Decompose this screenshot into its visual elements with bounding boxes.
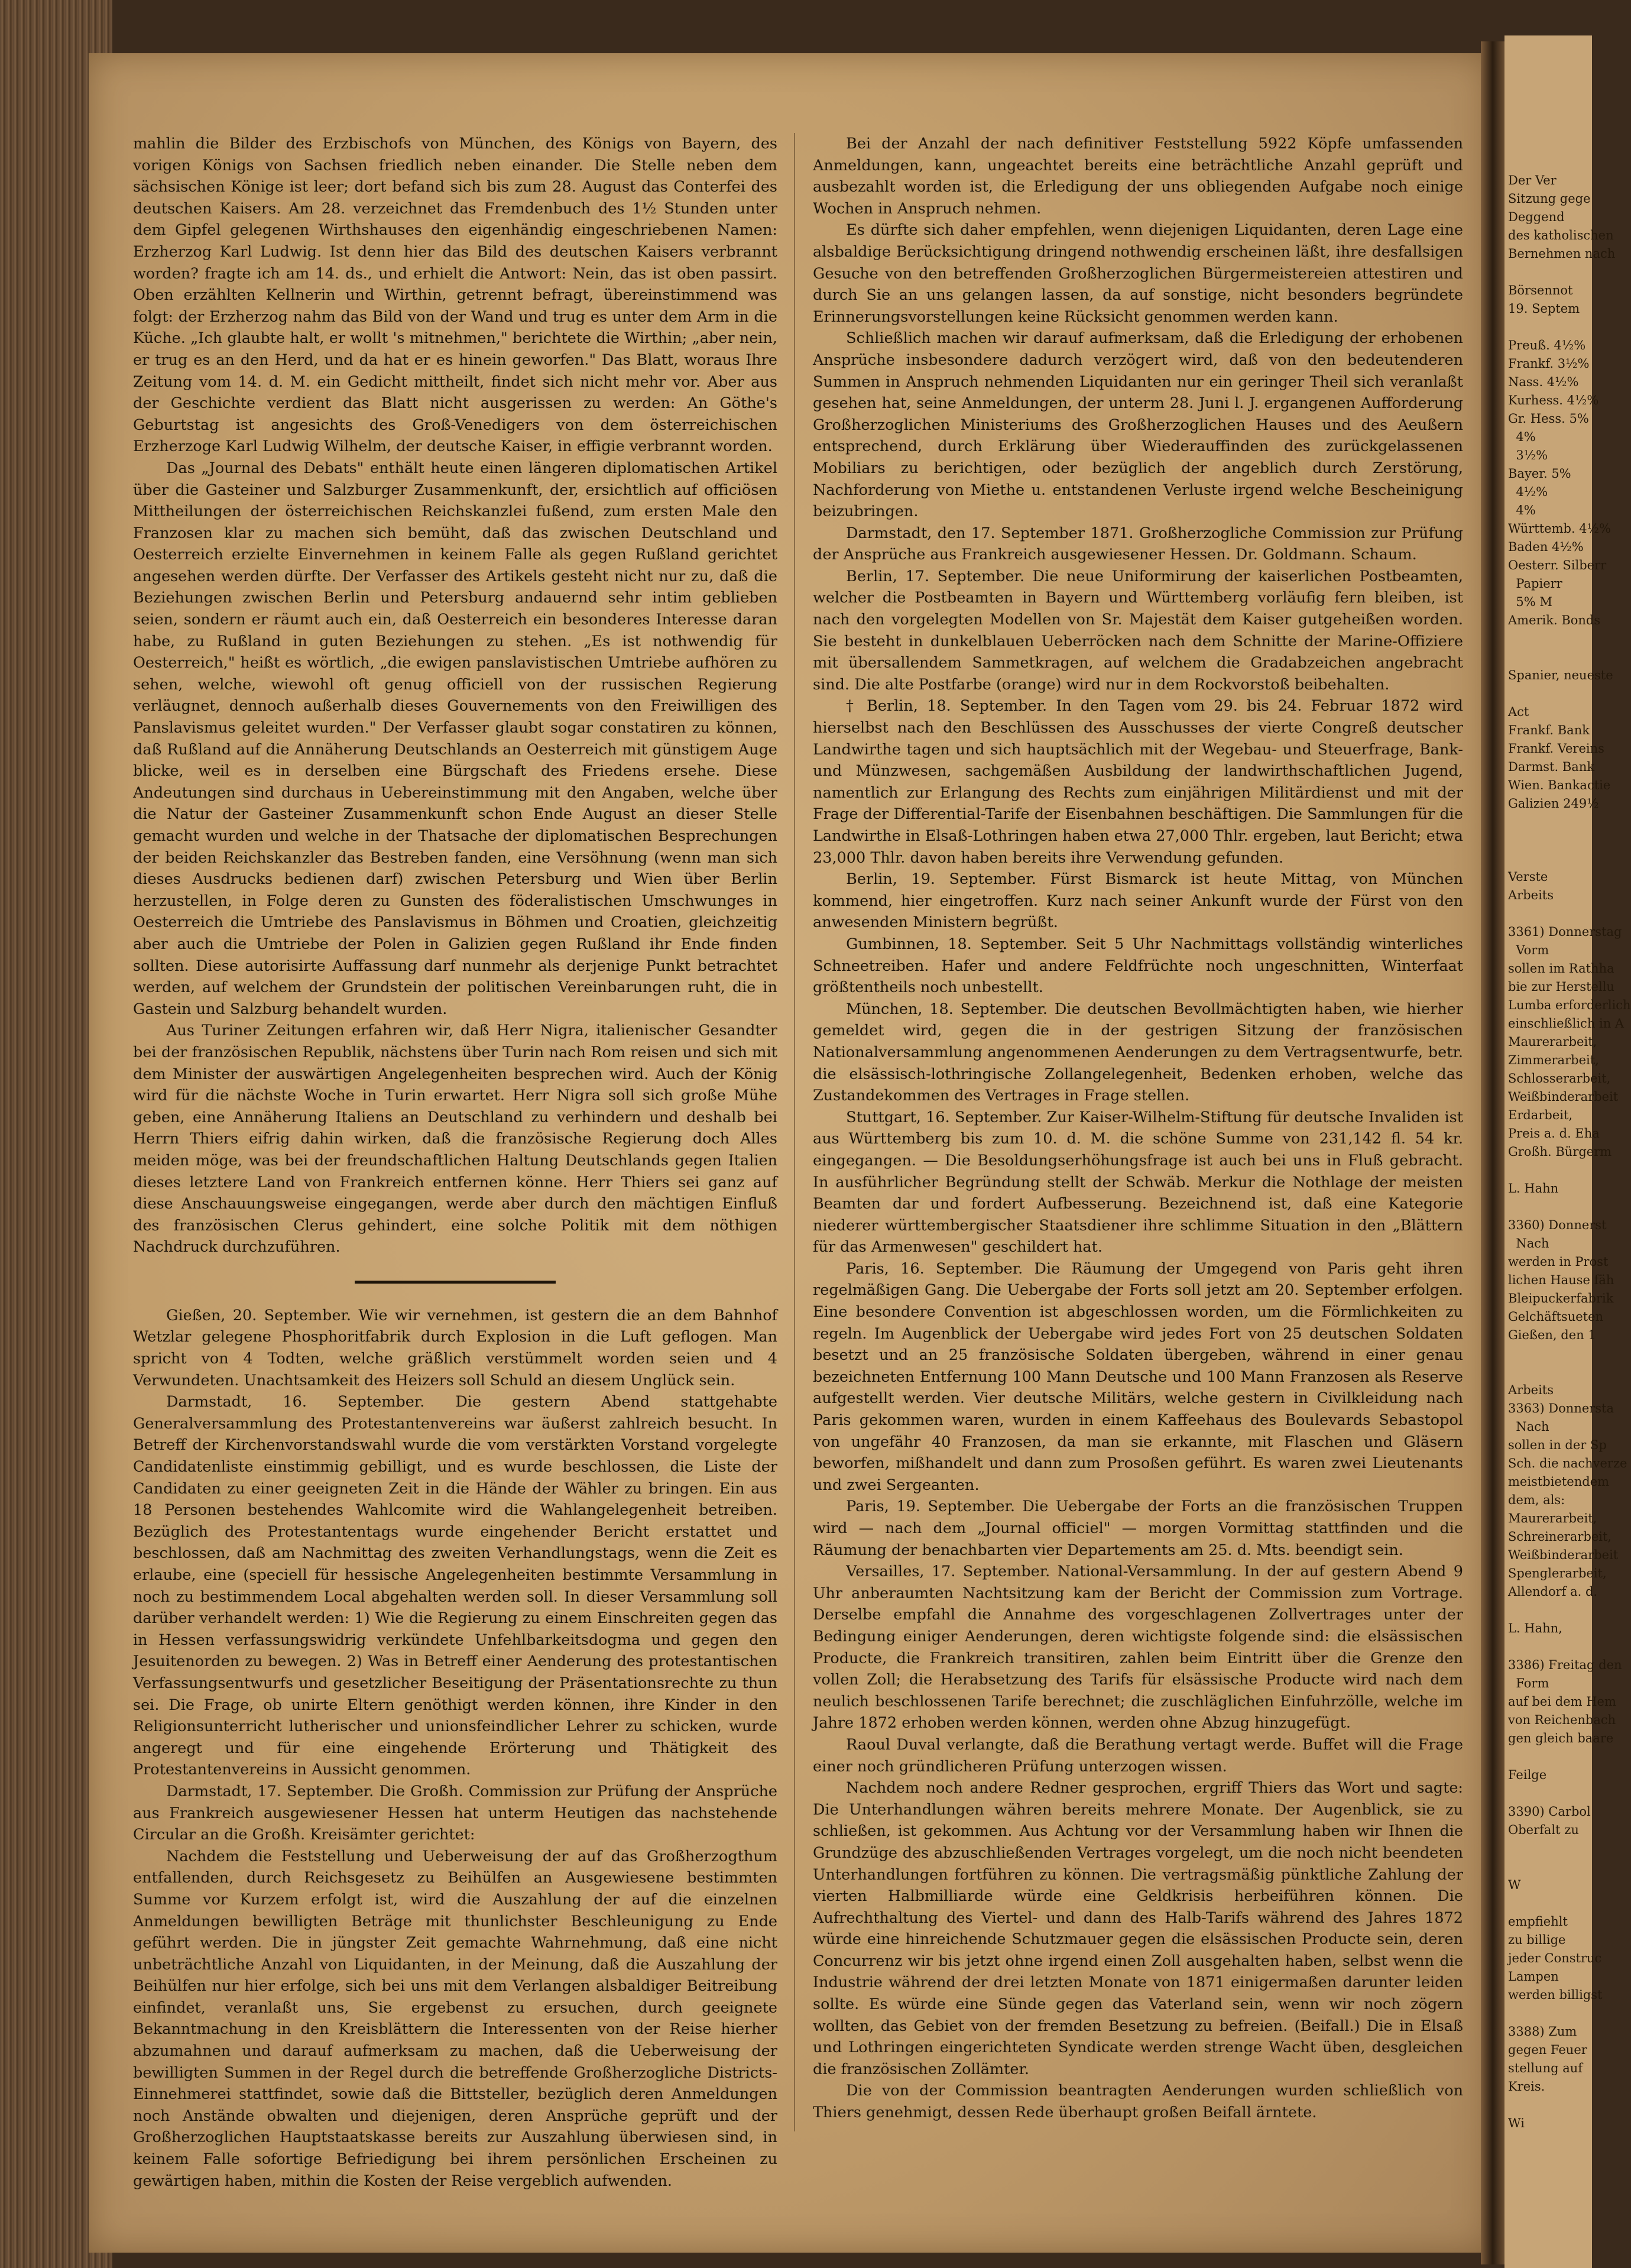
article-paragraph: Schließlich machen wir darauf aufmerksam, daß die Erledigung der erhobenen Ansprüche insbesondere dadurch verzögert wird, daß von den bedeutenderen Summen in Anspruch nehmenden Liquidanten nur ein geringer Theil sich veranlaßt gesehen hat, seine Anmeldungen, der unterm 28. Juni l. J. ergangenen Aufforderung Großherzoglichen Ministeriums des Großherzoglichen Hauses und des Aeußern entsprechend, durch Erklärung über Wiederauffinden des zurückgelassenen Mobiliars zu berichtigen, oder bezüglich der angeblich durch Zerstörung, Nachforderung von Miethe u. entstandenen Verluste irgend welche Bescheinigung beizubringen. (813, 329, 1463, 521)
facing-page-line: des katholischen (1508, 228, 1614, 242)
column-divider (794, 133, 795, 2131)
facing-page-line: Maurerarbeit, (1508, 1511, 1597, 1525)
facing-page-line: Kreis. (1508, 2079, 1549, 2094)
facing-page-line: L. Hahn (1508, 1181, 1559, 1195)
facing-page-line: Verste (1508, 870, 1548, 884)
facing-page-line: Weißbinderarbeit (1508, 1548, 1619, 1562)
article-paragraph: Paris, 16. September. Die Räumung der Umgegend von Paris geht ihren regelmäßigen Gang. Die Uebergabe der Forts soll jetzt am 20. September erfolgen. Eine besondere Convention ist abgeschlossen worden, um die Förmlichkeiten zu regeln. Im Augenblick der Uebergabe wird jedes Fort von 25 deutschen Soldaten besetzt und an 25 französische Soldaten übergeben, während in einer genau bezeichneten Entfernung 100 Mann Deutsche und 100 Mann Franzosen als Reserve aufgestellt werden. Vier deutsche Militärs, welche gestern in Civilkleidung nach Paris gekommen waren, wurden in einem Kaffeehaus des Boulevards Sebastopol von ungefähr 40 Franzosen, da man sie erkannte, mit Flaschen und Gläsern beworfen, mißhandelt und dann zum Prosoßen geführt. Es waren zwei Lieutenants und zwei Sergeanten. (813, 1259, 1463, 1494)
facing-page-line (1508, 263, 1591, 281)
facing-page-line: Arbeits (1508, 888, 1554, 902)
facing-page-line: Sch. die nachverze (1508, 1456, 1627, 1470)
facing-page-line (1508, 1839, 1591, 1858)
facing-page-line: Nach (1508, 1236, 1549, 1250)
article-paragraph: † Berlin, 18. September. In den Tagen vom 29. bis 24. Februar 1872 wird hierselbst nach den Beschlüssen des Ausschusses der vierte Congreß deutscher Landwirthe tagen und sich hauptsächlich mit der Wegebau- und Steuerfrage, Bank- und Münzwesen, sachgemäßen Ausbildung der landwirthschaftlichen Jugend, namentlich zur Erlangung des Rechts zum einjährigen Militärdienst und mit der Frage der Differential-Tarife der Eisenbahnen beschäftigen. Die Sammlungen für die Landwirthe in Elsaß-Lothringen haben etwa 27,000 Thlr. ergeben, laut Bericht; etwa 23,000 Thlr. davon haben bereits ihre Verwendung gefunden. (813, 697, 1463, 867)
article-paragraph: Bei der Anzahl der nach definitiver Feststellung 5922 Köpfe umfassenden Anmeldungen, kann, ungeachtet bereits eine beträchtliche Anzahl geprüft und ausbezahlt worden ist, die Erledigung der uns obliegenden Aufgabe noch einige Wochen in Anspruch nehmen. (813, 135, 1463, 218)
article-paragraph: Darmstadt, 16. September. Die gestern Abend stattgehabte Generalversammlung des Protestantenvereins war äußerst zahlreich besucht. In Betreff der Kirchenvorstandswahl wurde die vom verstärkten Vorstand vorgelegte Candidatenliste einstimmig gebilligt, und es wurde beschlossen, die Liste der Candidaten zu einer geeigneten Zeit in die Hände der Wähler zu bringen. Ein aus 18 Personen bestehendes Wahlcomite wird die Wahlangelegenheit betreiben. Bezüglich des Protestantentags wurde eingehender Bericht erstattet und beschlossen, daß am Nachmittag des zweiten Verhandlungstags, wenn die Zeit es erlaube, eine (speciell für hessische Angelegenheiten bestimmte Versammlung in noch zu bestimmendem Local abgehalten werden soll. In dieser Versammlung soll darüber verhandelt werden: 1) Wie die Regierung zu einem Einschreiten gegen das in Hessen verfassungswidrig verkündete Unfehlbarkeitsdogma und gegen den Jesuitenorden zu bewegen. 2) Was in Betreff einer Aenderung des protestantischen Verfassungsentwurfs und gesetzlicher Beseitigung der Präsentationsrechte zu thun sei. Die Frage, ob unirte Eltern genöthigt werden können, ihre Kinder in den Religionsunterricht lutherischer und unionsfeindlicher Lehrer zu schicken, wurde angeregt und für eine eingehende Erörterung und Thätigkeit des Protestantenvereins in Aussicht genommen. (133, 1393, 777, 1779)
article-paragraph: München, 18. September. Die deutschen Bevollmächtigten haben, wie hierher gemeldet wird, gegen die in der gestrigen Sitzung der französischen Nationalversammlung angenommenen Aenderungen zu dem Vertragsentwurfe, betr. die elsässisch-lothringische Zollangelegenheit, Bedenken erhoben, welche das Zustandekommen des Vertrages in Frage stellen. (813, 1000, 1463, 1105)
facing-page-line: L. Hahn, (1508, 1621, 1567, 1635)
facing-page-line (1508, 905, 1591, 923)
facing-page-line: von Reichenbach (1508, 1713, 1616, 1727)
facing-page-line (1508, 2004, 1591, 2023)
facing-page-line (1508, 318, 1591, 336)
facing-page-line (1508, 831, 1591, 850)
facing-page-line: Gießen, den 1 (1508, 1328, 1596, 1342)
facing-page-line: Act (1508, 705, 1529, 719)
article-paragraph: Raoul Duval verlangte, daß die Berathung vertagt werde. Buffet will die Frage einer noch gründlicheren Prüfung unterzogen wissen. (813, 1735, 1463, 1775)
facing-page-line: Großh. Bürgerm (1508, 1145, 1612, 1159)
facing-page-line: meistbietendem (1508, 1475, 1613, 1489)
facing-page-line: empfiehlt (1508, 1914, 1572, 1929)
facing-page-line: einschließlich in A (1508, 1016, 1624, 1031)
facing-page-line: 4% (1508, 430, 1540, 444)
facing-page-line: Oberfalt zu (1508, 1823, 1579, 1837)
facing-page-line: Gelchäftsueten (1508, 1310, 1604, 1324)
facing-page-line: Preis a. d. Eha (1508, 1126, 1600, 1141)
article-paragraph: mahlin die Bilder des Erzbischofs von München, des Königs von Bayern, des vorigen Königs von Sachsen friedlich neben einander. Die Stelle neben dem sächsischen Könige ist leer; dort befand sich bis zum 28. August das Conterfei des deutschen Kaisers. Am 28. verzeichnet das Fremdenbuch des 1½ Stunden unter dem Gipfel gelegenen Wirthshauses den eigenhändig eingeschriebenen Namen: Erzherzog Karl Ludwig. Ist denn hier das Bild des deutschen Kaisers verbrannt worden? fragte ich am 14. ds., und erhielt die Antwort: Nein, das ist oben passirt. Oben erzählten Kellnerin und Wirthin, getrennt befragt, übereinstimmend was folgt: der Erzherzog nahm das Bild von der Wand und trug es unter dem Arm in die Küche. „Ich glaubte halt, er wollt 's mitnehmen," berichtete die Wirthin; „aber nein, er trug es an den Herd, und da hat er es hinein geworfen." Das Blatt, woraus Ihre Zeitung vom 14. d. M. ein Gedicht mittheilt, findet sich nicht mehr vor. Aber aus der Geschichte verdient das Blatt nicht ausgerissen zu werden: An Göthe's Geburtstag ist angesichts des Groß-Venedigers von dem österreichischen Erzherzoge Karl Ludwig Wilhelm, der deutsche Kaiser, in effigie verbrannt worden. (133, 135, 777, 456)
facing-page-line: 3390) Carbol (1508, 1804, 1591, 1819)
facing-page-line: Vorm (1508, 943, 1549, 957)
facing-page-line: sollen in der Sp (1508, 1438, 1607, 1452)
facing-page-line: Amerik. Bonds (1508, 613, 1601, 627)
facing-page-line: Arbeits (1508, 1383, 1554, 1397)
right-column (813, 133, 1463, 2124)
article-paragraph: Darmstadt, 17. September. Die Großh. Commission zur Prüfung der Ansprüche aus Frankreich ausgewiesener Hessen hat unterm Heutigen das nachstehende Circular an die Großh. Kreisämter gerichtet: (133, 1782, 777, 1844)
facing-page-line: Allendorf a. d. (1508, 1585, 1598, 1599)
facing-page-line: Frankf. Vereins (1508, 741, 1604, 756)
article-paragraph: Darmstadt, den 17. September 1871. Großherzogliche Commission zur Prüfung der Ansprüche aus Frankreich ausgewiesener Hessen. Dr. Goldmann. Schaum. (813, 524, 1463, 564)
facing-page-line (1508, 1858, 1591, 1876)
facing-page-line: 3360) Donnerst (1508, 1218, 1607, 1232)
facing-page-line: jeder Construc (1508, 1951, 1602, 1965)
article-paragraph: Aus Turiner Zeitungen erfahren wir, daß Herr Nigra, italienischer Gesandter bei der französischen Republik, nächstens über Turin nach Rom reisen und sich mit dem Minister der auswärtigen Angelegenheiten besprechen wird. Auch der König wird für die nächste Woche in Turin erwartet. Herr Nigra soll sich große Mühe geben, eine Annäherung Italiens an Deutschland zu verhindern und deshalb bei Herrn Thiers eifrig dahin wirken, daß die französische Regierung doch Alles meiden möge, was bei der freundschaftlichen Haltung Deutschlands gegen Italien dieses letztere Land von Frankreich entfernen könne. Herr Thiers sei ganz auf diese Anschauungsweise eingegangen, werde aber durch den mächtigen Einfluß des französischen Clerus gehindert, eine solche Politik mit dem nöthigen Nachdruck durchzuführen. (133, 1022, 777, 1256)
facing-page-line: Börsennot (1508, 283, 1573, 297)
facing-page-line: werden in Prost (1508, 1255, 1609, 1269)
facing-page-line: werden billigst (1508, 1988, 1607, 2002)
facing-page-line: Lampen (1508, 1969, 1563, 1984)
facing-page-line: Frankf. Bank (1508, 723, 1594, 737)
facing-page-text (1508, 171, 1631, 2133)
facing-page-line: 3363) Donnersta (1508, 1401, 1614, 1415)
facing-page-line: Weißbinderarbeit (1508, 1090, 1619, 1104)
article-paragraph: Versailles, 17. September. National-Versammlung. In der auf gestern Abend 9 Uhr anberaumten Nachtsitzung kam der Bericht der Commission zum Vortrage. Derselbe empfahl die Annahme des vorgeschlagenen Zollvertrages unter der Bedingung einiger Aenderungen, deren wichtigste folgende sind: die elsässischen Producte, die Frankreich transitiren, zahlen beim Eintritt über die Grenze den vollen Zoll; die Herabsetzung des Tarifs für elsässische Producte wird nach dem neulich beschlossenen Tarife berechnet; die zuschläglichen Einfuhrzölle, welche im Jahre 1872 erhoben werden können, werden ohne Abzug hinzugefügt. (813, 1563, 1463, 1732)
facing-page-line (1508, 1784, 1591, 1803)
facing-page-line: 3386) Freitag den (1508, 1658, 1622, 1672)
facing-page-line: Nach (1508, 1420, 1549, 1434)
facing-page-fragment (1504, 35, 1631, 2268)
facing-page-line: W (1508, 1878, 1521, 1892)
facing-page-line: Der Ver (1508, 173, 1557, 187)
facing-page-line (1508, 850, 1591, 868)
facing-page-line: Feilge (1508, 1768, 1547, 1782)
facing-page-line (1508, 1363, 1591, 1381)
page-gutter (1481, 41, 1504, 2264)
facing-page-line (1508, 1638, 1591, 1656)
facing-page-line: Bernehmen nach (1508, 247, 1616, 261)
article-paragraph: Stuttgart, 16. September. Zur Kaiser-Wilhelm-Stiftung für deutsche Invaliden ist aus Württemberg bis zum 10. d. M. die schöne Summe von 231,142 fl. 54 kr. eingegangen. — Die Besoldungserhöhungsfrage ist auch bei uns in Fluß gebracht. In ausführlicher Begründung stellt der Schwäb. Merkur die Nothlage der meisten Beamten dar und fordert Aufbesserung. Bezeichnend ist, daß eine Kategorie niederer württembergischer Staatsdiener ihre schlimme Situation in den „Blättern für das Armenwesen" geschildert hat. (813, 1108, 1463, 1256)
article-paragraph: Berlin, 19. September. Fürst Bismarck ist heute Mittag, von München kommend, hier eingetroffen. Kurz nach seiner Ankunft wurde der Fürst von den anwesenden Ministern begrüßt. (813, 870, 1463, 932)
facing-page-line: Sitzung gege (1508, 192, 1591, 206)
facing-page-line: 3½% (1508, 448, 1552, 462)
facing-page-line: Galizien 249½ (1508, 796, 1599, 811)
facing-page-line (1508, 1198, 1591, 1216)
facing-page-line: Bleipuckerfabrik (1508, 1291, 1614, 1305)
facing-page-line: gen gleich baare (1508, 1731, 1614, 1745)
facing-page-line: Spanier, neueste (1508, 668, 1613, 682)
facing-page-line: Schlosserarbeit, (1508, 1071, 1611, 1086)
facing-page-line: Württemb. 4½% (1508, 521, 1615, 536)
facing-page-line: Spenglerarbeit, (1508, 1566, 1607, 1580)
facing-page-line (1508, 685, 1591, 703)
facing-page-line: dem, als: (1508, 1493, 1565, 1507)
facing-page-line: 4½% (1508, 485, 1552, 499)
facing-page-line (1508, 630, 1591, 648)
facing-page-line: Baden 4½% (1508, 540, 1588, 554)
facing-page-line (1508, 1748, 1591, 1766)
facing-page-line: auf bei dem Hem (1508, 1694, 1616, 1709)
facing-page-line: Deggend (1508, 210, 1565, 224)
facing-page-line (1508, 648, 1591, 666)
facing-page-line: Form (1508, 1676, 1549, 1690)
facing-page-line (1508, 1344, 1591, 1363)
facing-page-line: Papierr (1508, 576, 1562, 591)
facing-page-line: Wien. Bankactie (1508, 778, 1611, 792)
facing-page-line: zu billige (1508, 1933, 1566, 1947)
facing-page-line (1508, 1161, 1591, 1180)
facing-page-line: Kurhess. 4½% (1508, 393, 1603, 407)
facing-page-line: 3388) Zum (1508, 2024, 1581, 2039)
article-paragraph: Die von der Commission beantragten Aenderungen wurden schließlich von Thiers genehmigt, dessen Rede überhaupt großen Beifall ärntete. (813, 2082, 1463, 2122)
facing-page-line: Lumba erforderlich (1508, 998, 1631, 1012)
facing-page-line: Zimmerarbeit, (1508, 1053, 1599, 1067)
facing-page-line (1508, 1894, 1591, 1913)
facing-page-line (1508, 1601, 1591, 1619)
facing-page-line: 19. Septem (1508, 302, 1580, 316)
section-divider (355, 1281, 556, 1284)
facing-page-line: Oesterr. Silberr (1508, 558, 1607, 572)
article-paragraph: Nachdem noch andere Redner gesprochen, ergriff Thiers das Wort und sagte: Die Unterhandlungen währen bereits mehrere Monate. Der Augenblick, sie zu schließen, ist gekommen. Aus Achtung vor der Versammlung haben wir Ihnen die Grundzüge des abzuschließenden Vertrages vorgelegt, um die noch nicht beendeten Unterhandlungen fortführen zu können. Die vertragsmäßig pünktliche Zahlung der vierten Halbmilliarde würde eine Geldkrisis herbeiführen können. Die Aufrechthaltung des Viertel- und dann des Halb-Tarifs während des Jahres 1872 würde eine hinreichende Schutzmauer gegen die elsässischen Producte sein, deren Concurrenz wir bis jetzt ohne irgend einen Zoll ausgehalten haben, selbst wenn die Industrie während der drei letzten Monate von 1871 einigermaßen darunter leiden sollte. Es würde eine Sünde gegen das Vaterland sein, wenn wir noch zögern wollten, das Gebiet von der fremden Besetzung zu befreien. (Beifall.) Die in Elsaß und Lothringen eingerichteten Syndicate werden strenge Wacht üben, desgleichen die französischen Zollämter. (813, 1779, 1463, 2078)
article-paragraph: Nachdem die Feststellung und Ueberweisung der auf das Großherzogthum entfallenden, durch Reichsgesetz zu Beihülfen an Ausgewiesene bestimmten Summe vor Kurzem erfolgt ist, wird die Auszahlung der auf die einzelnen Anmeldungen bewilligten Beträge mit thunlichster Beschleunigung zu Ende geführt werden. Die in jüngster Zeit gemachte Wahrnehmung, daß eine nicht unbeträchtliche Anzahl von Liquidanten, in der Meinung, daß die Auszahlung der Beihülfen nur hier erfolge, sich bei uns mit dem Verlangen alsbaldiger Beitreibung einfindet, veranlaßt uns, Sie ergebenst zu ersuchen, durch geeignete Bekanntmachung in den Kreisblättern die Interessenten von der Reise hierher abzumahnen und darauf aufmerksam zu machen, daß die Ueberweisung der bewilligten Summen in der Regel durch die betreffende Großherzogliche Districts-Einnehmerei stattfindet, sowie daß die Bittsteller, bezüglich deren Anmeldungen noch Anstände obwalten und diejenigen, deren Ansprüche geprüft und der Großherzoglichen Hauptstaatskasse bereits zur Auszahlung überwiesen sind, in keinem Falle sofortige Befriedigung bei ihrem persönlichen Erscheinen zu gewärtigen haben, mithin die Kosten der Reise vergeblich aufwenden. (133, 1847, 777, 2190)
facing-page-line: stellung auf (1508, 2061, 1583, 2075)
facing-page-line: Wi (1508, 2116, 1525, 2130)
facing-page-line: Darmst. Bank (1508, 760, 1595, 774)
left-column (133, 133, 777, 2192)
article-paragraph: Paris, 19. September. Die Uebergabe der Forts an die französischen Truppen wird — nach dem „Journal officiel" — morgen Vormittag stattfinden und die Räumung der benachbarten vier Departements am 25. d. Mts. beendigt sein. (813, 1498, 1463, 1559)
facing-page-line: Frankf. 3½% (1508, 357, 1594, 371)
article-paragraph: Das „Journal des Debats" enthält heute einen längeren diplomatischen Artikel über die Gasteiner und Salzburger Zusammenkunft, der, ersichtlich auf officiösen Mittheilungen der österreichischen Reichskanzlei fußend, zum ersten Male den Franzosen klar zu machen sich bemüht, daß das zwischen Deutschland und Oesterreich erzielte Einvernehmen in keinem Falle als gegen Rußland gerichtet angesehen werden dürfte. Der Verfasser des Artikels gesteht nicht nur zu, daß die Beziehungen zwischen Berlin und Petersburg andauernd sehr intim geblieben seien, sondern er räumt auch ein, daß Oesterreich ein besonderes Interesse daran habe, zu Rußland in guten Beziehungen zu stehen. „Es ist nothwendig für Oesterreich," heißt es wörtlich, „die ewigen panslavistischen Umtriebe aufhören zu sehen, welche, wiewohl oft genug officiell von der russischen Regierung verläugnet, dennoch außerhalb dieses Gouvernements von den Freiwilligen des Panslavismus geleitet wurden." Der Verfasser glaubt sogar constatiren zu können, daß Rußland auf die Annäherung Deutschlands an Oesterreich mit günstigem Auge blicke, weil es in derselben eine Bürgschaft des Friedens ersehe. Diese Andeutungen sind durchaus in Uebereinstimmung mit den Angaben, welche über die Natur der Gasteiner Zusammenkunft schon Ende August an dieser Stelle gemacht wurden und welche in der Thatsache der diplomatischen Besprechungen der beiden Reichskanzler das Bestreben fanden, eine Versöhnung (wenn man sich dieses Ausdrucks bedienen darf) zwischen Petersburg und Wien über Berlin herzustellen, in Folge deren zu Gunsten des föderalistischen Umschwunges in Oesterreich die Umtriebe des Panslavismus in Böhmen und Croatien, gleichzeitig aber auch die Umtriebe der Polen in Galizien gegen Rußland ihr Ende finden sollten. Diese autorisirte Auffassung darf nunmehr als derjenige Punkt betrachtet werden, auf welchem der Grundstein der politischen Vereinbarungen ruht, die in Gastein und Salzburg behandelt wurden. (133, 459, 777, 1018)
article-paragraph: Es dürfte sich daher empfehlen, wenn diejenigen Liquidanten, deren Lage eine alsbaldige Berücksichtigung dringend nothwendig erscheinen läßt, ihre desfallsigen Gesuche von den betreffenden Großherzoglichen Bürgermeistereien attestiren und durch Sie an uns gelangen lassen, da auf sonstige, nicht besonders begründete Erinnerungsvorstellungen keine Rücksicht genommen werden kann. (813, 221, 1463, 326)
facing-page-line (1508, 2096, 1591, 2114)
facing-page-line: Schreinerarbeit, (1508, 1530, 1612, 1544)
facing-page-line: gegen Feuer (1508, 2043, 1587, 2057)
facing-page-line: 5% M (1508, 595, 1552, 609)
article-paragraph: Gumbinnen, 18. September. Seit 5 Uhr Nachmittags vollständig winterliches Schneetreiben. Hafer und andere Feldfrüchte noch ungeschnitten, Winterfaat größtentheils noch unbestellt. (813, 935, 1463, 997)
facing-page-line (1508, 813, 1591, 831)
facing-page-line: Erdarbeit, (1508, 1108, 1573, 1122)
article-paragraph: Berlin, 17. September. Die neue Uniformirung der kaiserlichen Postbeamten, welcher die Postbeamten in Bayern und Württemberg vorläufig fern bleiben, ist nach den vorgelegten Modellen von Sr. Majestät dem Kaiser gutgeheißen worden. Sie besteht in dunkelblauen Ueberröcken nach dem Schnitte der Marine-Offiziere mit übersallendem Sammetkragen, auf welchem die Gradabzeichen angebracht sind. Die alte Postfarbe (orange) wird nur in dem Rockvorstoß beibehalten. (813, 567, 1463, 694)
facing-page-line: sollen im Rathha (1508, 961, 1614, 976)
facing-page-line: Bayer. 5% (1508, 466, 1575, 481)
facing-page-line: 4% (1508, 503, 1540, 517)
facing-page-line: bie zur Herstellu (1508, 980, 1614, 994)
facing-page-line: 3361) Donnerstag (1508, 925, 1622, 939)
facing-page-line: Gr. Hess. 5% (1508, 412, 1593, 426)
facing-page-line: Nass. 4½% (1508, 375, 1583, 389)
facing-page-line: lichen Hause fäh (1508, 1273, 1614, 1287)
facing-page-line: Maurerarbeit, (1508, 1035, 1597, 1049)
facing-page-line: Preuß. 4½% (1508, 338, 1590, 352)
article-paragraph: Gießen, 20. September. Wie wir vernehmen, ist gestern die an dem Bahnhof Wetzlar gelegene Phosphoritfabrik durch Explosion in die Luft geflogen. Man spricht von 4 Todten, welche gräßlich verstümmelt worden seien und 4 Verwundeten. Unachtsamkeit des Heizers soll Schuld an diesem Unglück sein. (133, 1306, 777, 1389)
